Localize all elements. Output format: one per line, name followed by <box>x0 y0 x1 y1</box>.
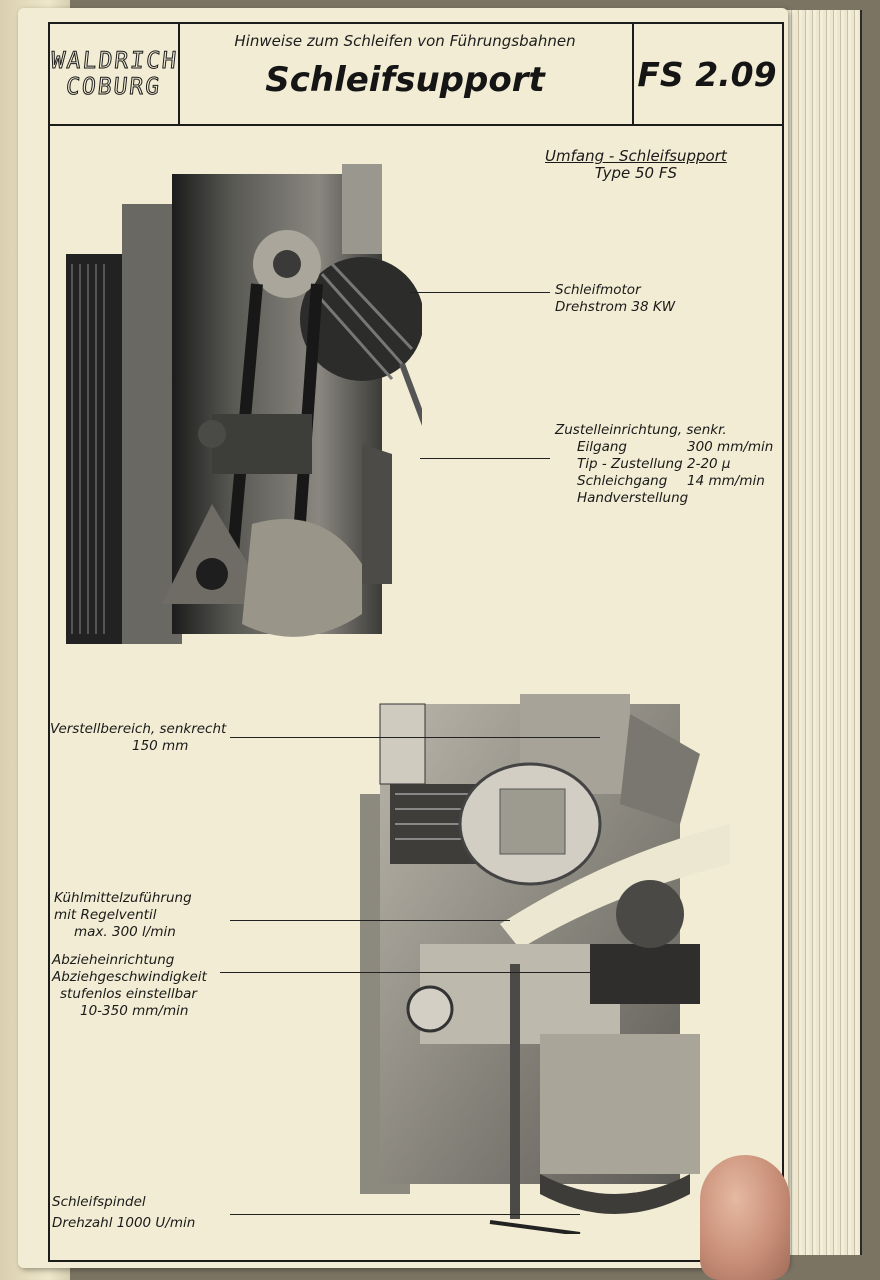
kuehl-line2: mit Regelventil <box>54 907 157 923</box>
photo-grinding-support-side <box>350 674 730 1234</box>
zustell-heading: Zustelleinrichtung, senkr. <box>555 422 727 438</box>
photo-grinding-support-front <box>62 144 422 654</box>
document-title: Schleifsupport <box>265 60 545 100</box>
leader-abzieh <box>220 972 590 973</box>
abzieh-line3: stufenlos einstellbar <box>60 986 197 1002</box>
zustell-row: Tip - Zustellung 2-20 μ <box>577 456 731 472</box>
company-logo <box>50 24 180 124</box>
type-heading <box>545 148 727 182</box>
sheet-code: FS 2.09 <box>637 54 777 94</box>
abzieh-line2: Abziehgeschwindigkeit <box>52 969 207 985</box>
abzieh-line4: 10-350 mm/min <box>80 1003 189 1019</box>
document-page <box>18 8 788 1268</box>
thumb <box>700 1155 790 1280</box>
leader-spindel <box>230 1214 580 1215</box>
type-heading-line2: Type 50 FS <box>594 164 678 182</box>
title-cell <box>178 24 634 124</box>
motor-line1: Schleifmotor <box>555 282 641 298</box>
label-schleifspindel <box>52 1194 195 1232</box>
label-verstellbereich <box>50 721 226 755</box>
logo-line-1: WALDRICH <box>49 48 179 74</box>
zustell-row: Schleichgang 14 mm/min <box>577 473 765 489</box>
label-zustelleinrichtung <box>555 422 773 507</box>
label-abzieheinrichtung <box>52 952 207 1020</box>
leader-verstell <box>230 737 600 738</box>
page-frame <box>48 22 784 1262</box>
leader-zustell <box>420 458 550 459</box>
kuehl-line3: max. 300 l/min <box>74 924 176 940</box>
abzieh-line1: Abzieheinrichtung <box>52 952 175 968</box>
type-heading-line1: Umfang - Schleifsupport <box>545 147 727 165</box>
zustell-row: Handverstellung <box>577 490 689 506</box>
verstell-line2: 150 mm <box>132 738 189 754</box>
title-block <box>50 24 782 126</box>
leader-motor <box>410 292 550 293</box>
verstell-line1: Verstellbereich, senkrecht <box>50 721 227 737</box>
label-schleifmotor <box>555 282 675 316</box>
motor-line2: Drehstrom 38 KW <box>555 299 676 315</box>
leader-kuehl <box>230 920 510 921</box>
kuehl-line1: Kühlmittelzuführung <box>54 890 192 906</box>
spindel-line2: Drehzahl 1000 U/min <box>52 1215 196 1231</box>
document-subtitle: Hinweise zum Schleifen von Führungsbahnen <box>234 32 576 50</box>
logo-line-2: COBURG <box>65 74 163 100</box>
spindel-line1: Schleifspindel <box>52 1194 146 1210</box>
zustell-row: Eilgang 300 mm/min <box>577 439 774 455</box>
label-kuehlmittel <box>54 890 192 941</box>
